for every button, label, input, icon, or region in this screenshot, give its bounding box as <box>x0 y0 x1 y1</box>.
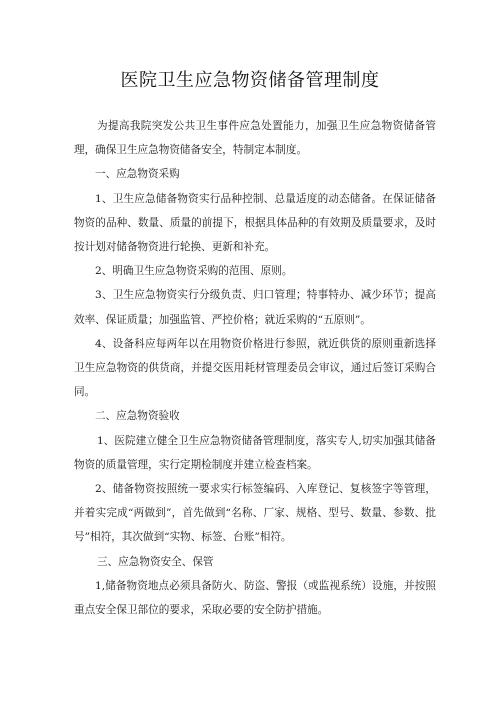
paragraph-procurement-2: 2、明确卫生应急物资采购的范围、原则。 <box>95 265 293 278</box>
paragraph-acceptance-2: 2、储备物资按照统一要求实行标签编码、入库登记、复核签字等管理，并着实完成“两做到”，首先做到“名称、厂家、规格、型号、数量、参数、批号”相符，其次做到“实物、标签、台账”相符。 <box>74 483 436 544</box>
intro-paragraph: 为提高我院突发公共卫生事件应急处置能力，加强卫生应急物资储备管理，确保卫生应急物资储备安全，特制定本制度。 <box>74 120 436 157</box>
paragraph-procurement-3: 3、卫生应急物资实行分级负责、归口管理；特事特办、减少环节；提高效率、保证质量；加强监管、严控价格；就近采购的“五原则”。 <box>74 289 436 326</box>
paragraph-safety-1: 1,储备物资地点必须具备防火、防盗、警报（或监视系统）设施，并按照重点安全保卫部位的要求，采取必要的安全防护措施。 <box>74 579 436 617</box>
document-title: 医院卫生应急物资储备管理制度 <box>120 70 380 91</box>
section-heading-safety: 三、应急物资安全、保管 <box>97 555 214 568</box>
paragraph-acceptance-1: 1、医院建立健全卫生应急物资储备管理制度，落实专人,切实加强其储备物资的质量管理，实行定期检制度并建立检查档案。 <box>74 434 436 471</box>
paragraph-procurement-1: 1、卫生应急储备物资实行品种控制、总量适度的动态储备。在保证储备物资的品种、数量、质量的前提下，根据具体品种的有效期及质量要求，及时按计划对储备物资进行轮换、更新和补充。 <box>74 192 436 254</box>
document-body <box>74 114 436 622</box>
paragraph-procurement-4: 4、设备科应每两年以在用物资价格进行参照，就近供货的原则重新选择卫生应急物资的供货商，并提交医用耗材管理委员会审议，通过后签订采购合同。 <box>74 337 436 399</box>
section-heading-acceptance: 二、应急物资验收 <box>95 410 180 423</box>
section-heading-procurement: 一、应急物资采购 <box>95 168 180 181</box>
